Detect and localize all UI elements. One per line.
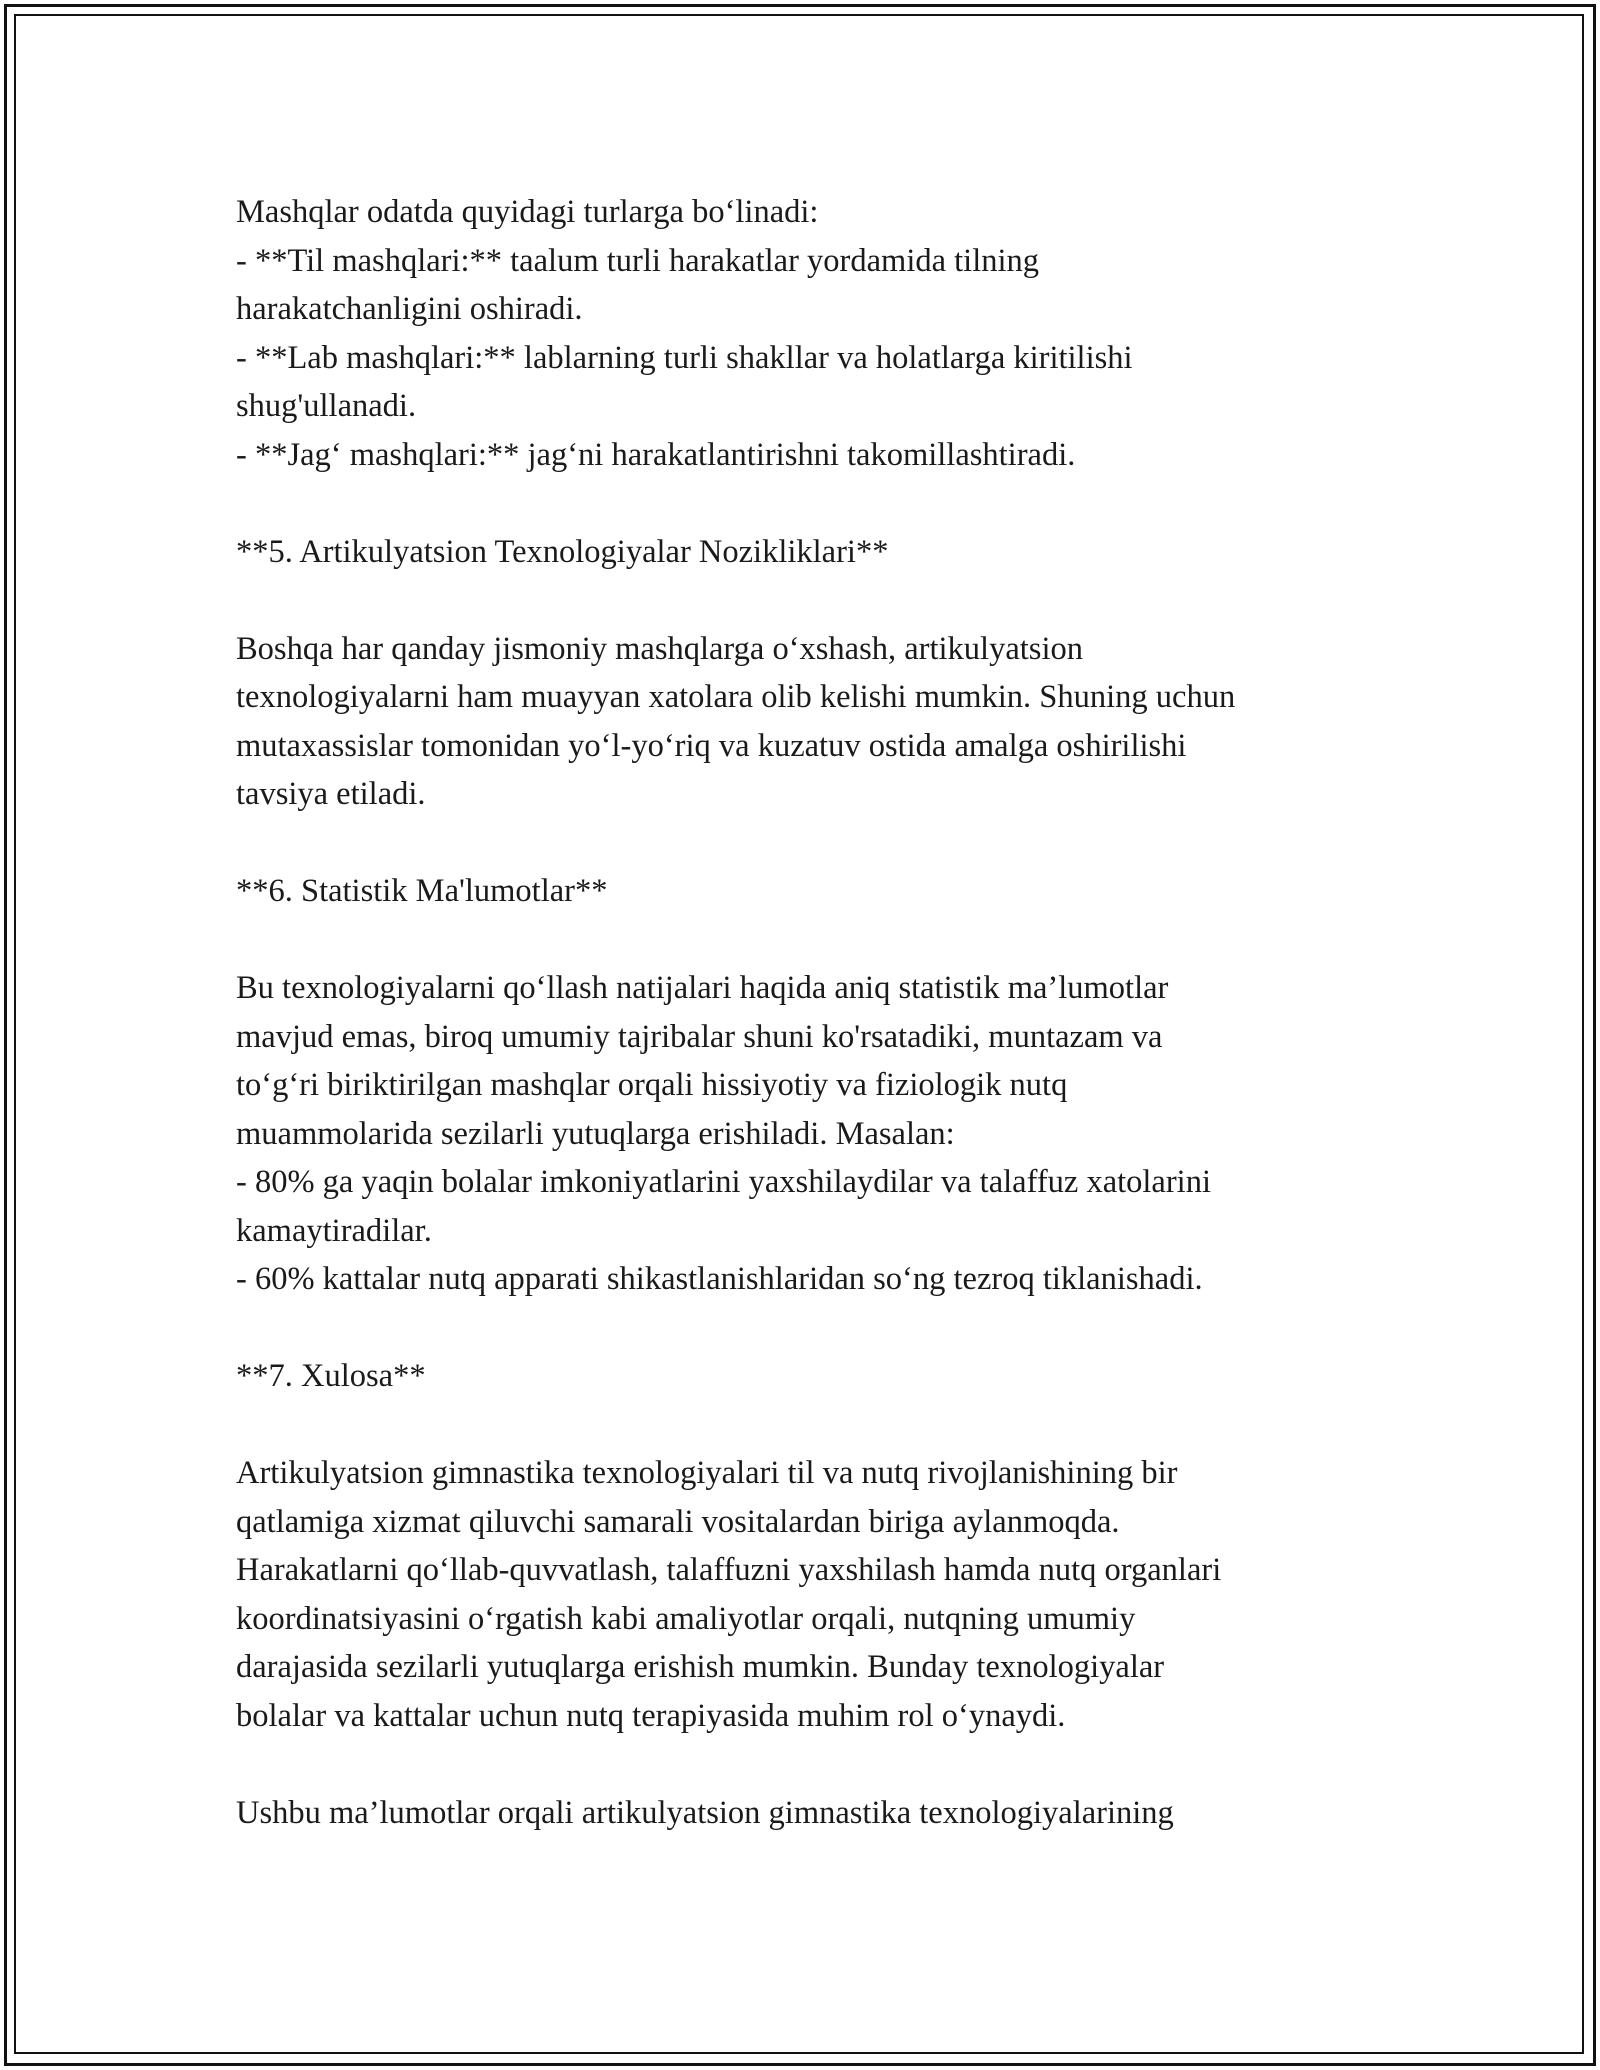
- paragraph-gap: [236, 1304, 1436, 1353]
- text-line: Mashqlar odatda quyidagi turlarga bo‘linadi:: [236, 194, 819, 230]
- heading-text: **7. Xulosa**: [236, 1358, 426, 1394]
- text-line: tavsiya etiladi.: [236, 776, 426, 812]
- list-item-children-stat: - 80% ga yaqin bolalar imkoniyatlarini yaxshilaydilar va talaffuz xatolarini: [236, 1164, 1211, 1200]
- text-line: bolalar va kattalar uchun nutq terapiyasida muhim rol o‘ynaydi.: [236, 1697, 1066, 1734]
- text-line: darajasida sezilarli yutuqlarga erishish mumkin. Bunday texnologiyalar: [236, 1649, 1165, 1685]
- section-heading-6: [236, 867, 1436, 916]
- heading-text: **5. Artikulyatsion Texnologiyalar Nozikliklari**: [236, 533, 889, 570]
- list-item-tongue-exercises: - **Til mashqlari:** taalum turli harakatlar yordamida tilning: [236, 242, 1040, 279]
- list-item-jaw-exercises: - **Jag‘ mashqlari:** jag‘ni harakatlantirishni takomillashtiradi.: [236, 436, 1076, 473]
- paragraph-gap: [236, 1401, 1436, 1450]
- text-line: shug'ullanadi.: [236, 388, 417, 424]
- text-line: qatlamiga xizmat qiluvchi samarali vositalardan biriga aylanmoqda.: [236, 1503, 1120, 1540]
- paragraph-closing: [236, 1789, 1436, 1838]
- list-item-lip-exercises: - **Lab mashqlari:** lablarning turli shakllar va holatlarga kiritilishi: [236, 339, 1133, 376]
- text-line: mutaxassislar tomonidan yo‘l-yo‘riq va kuzatuv ostida amalga oshirilishi: [236, 727, 1187, 764]
- section-heading-5: [236, 528, 1436, 577]
- paragraph-conclusion: [236, 1449, 1436, 1740]
- text-line: Artikulyatsion gimnastika texnologiyalari til va nutq rivojlanishining bir: [236, 1455, 1178, 1491]
- paragraph-gap: [236, 916, 1436, 965]
- text-line: Harakatlarni qo‘llab-quvvatlash, talaffuzni yaxshilash hamda nutq organlari: [236, 1552, 1222, 1588]
- paragraph-gap: [236, 576, 1436, 625]
- text-line: Boshqa har qanday jismoniy mashqlarga o‘xshash, artikulyatsion: [236, 630, 1083, 667]
- text-line: to‘g‘ri biriktirilgan mashqlar orqali hissiyotiy va fiziologik nutq: [236, 1067, 1068, 1103]
- list-item-adults-stat: - 60% kattalar nutq apparati shikastlanishlaridan so‘ng tezroq tiklanishadi.: [236, 1261, 1203, 1297]
- text-line: texnologiyalarni ham muayyan xatolara olib kelishi mumkin. Shuning uchun: [236, 679, 1236, 715]
- paragraph-exercise-types: [236, 188, 1436, 479]
- paragraph-gap: [236, 819, 1436, 868]
- paragraph-nuances: [236, 625, 1436, 819]
- heading-text: **6. Statistik Ma'lumotlar**: [236, 873, 608, 909]
- text-line: Bu texnologiyalarni qo‘llash natijalari haqida aniq statistik ma’lumotlar: [236, 970, 1169, 1006]
- paragraph-statistics: [236, 964, 1436, 1304]
- text-line: kamaytiradilar.: [236, 1212, 432, 1249]
- section-heading-7: [236, 1352, 1436, 1401]
- paragraph-gap: [236, 1740, 1436, 1789]
- paragraph-gap: [236, 479, 1436, 528]
- text-line: Ushbu ma’lumotlar orqali artikulyatsion gimnastika texnologiyalarining: [236, 1794, 1174, 1831]
- document-body: [236, 188, 1436, 1837]
- text-line: muammolarida sezilarli yutuqlarga erishiladi. Masalan:: [236, 1115, 955, 1152]
- text-line: koordinatsiyasini o‘rgatish kabi amaliyotlar orqali, nutqning umumiy: [236, 1600, 1136, 1637]
- text-line: mavjud emas, biroq umumiy tajribalar shuni ko'rsatadiki, muntazam va: [236, 1018, 1163, 1055]
- text-line: harakatchanligini oshiradi.: [236, 291, 583, 327]
